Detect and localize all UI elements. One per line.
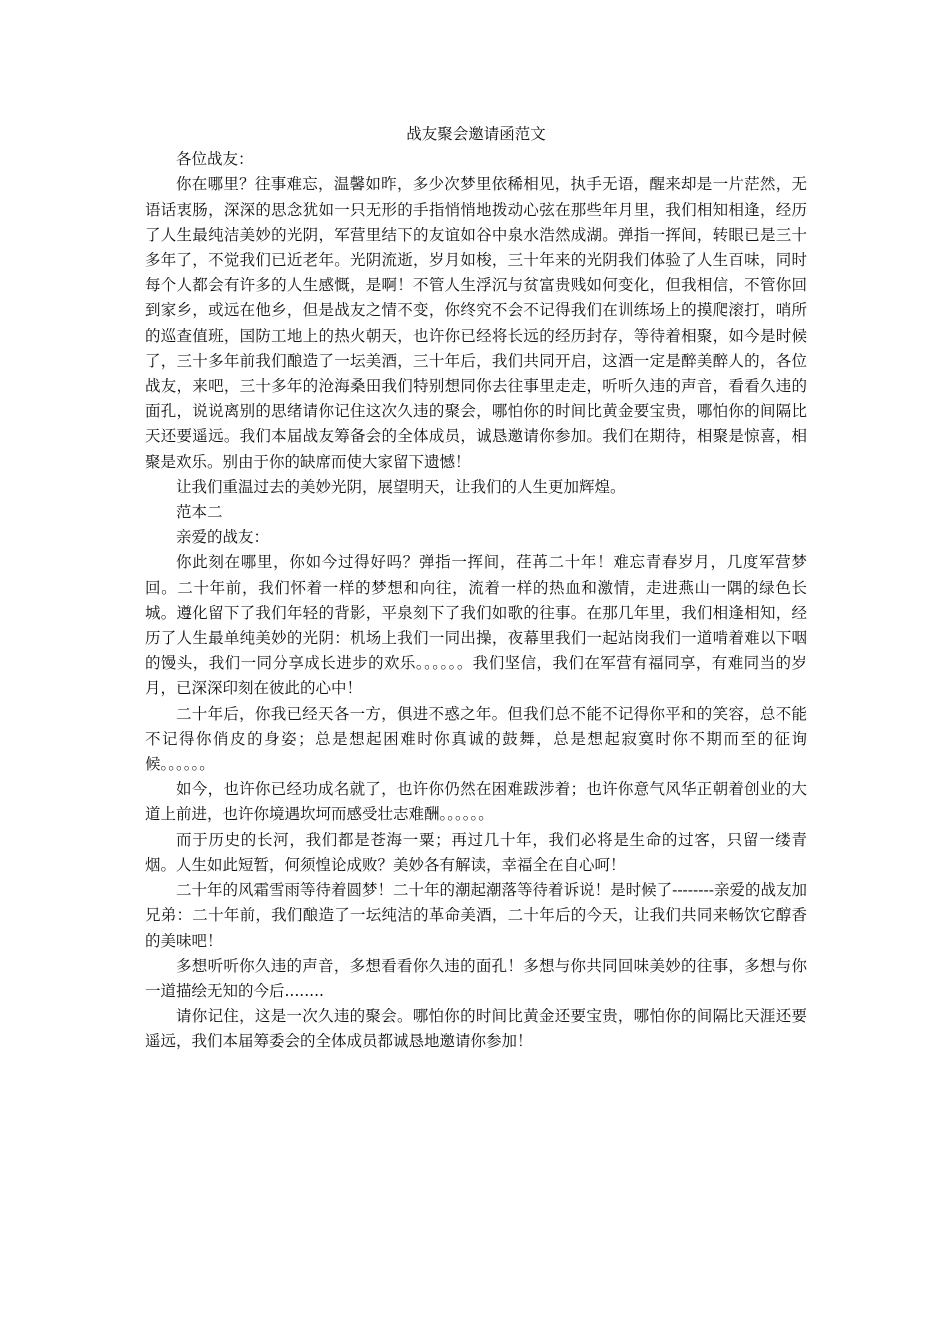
paragraph-2: 让我们重温过去的美妙光阴，展望明天，让我们的人生更加辉煌。 [176, 477, 626, 496]
paragraph-6: 而于历史的长河，我们都是苍海一粟；再过几十年，我们必将是生命的过客，只留一缕青烟。人生如此短暂，何须惶论成败？美妙各有解读，幸福全在自心呵！ [145, 830, 807, 874]
paragraph-7: 二十年的风霜雪雨等待着圆梦！二十年的潮起潮落等待着诉说！是时候了--------亲爱的战友加兄弟：二十年前，我们酿造了一坛纯洁的革命美酒，二十年后的今天，让我们共同来畅饮它醇香的美味吧！ [145, 881, 807, 950]
paragraph-1: 你在哪里？往事难忘，温馨如昨，多少次梦里依稀相见，执手无语，醒来却是一片茫然，无语话衷肠，深深的思念犹如一只无形的手指悄悄地拨动心弦在那些年月里，我们相知相逢，经历了人生最纯洁美妙的光阴，军营里结下的友谊如谷中泉水浩然成湖。弹指一挥间，转眼已是三十多年了，不觉我们已近老年。光阴流逝，岁月如梭，三十年来的光阴我们体验了人生百味，同时每个人都会有许多的人生感慨，是啊！不管人生浮沉与贫富贵贱如何变化，但我相信，不管你回到家乡，或远在他乡，但是战友之情不变，你终究不会不记得我们在训练场上的摸爬滚打，哨所的巡查值班，国防工地上的热火朝天，也许你已经将长远的经历封存，等待着相聚，如今是时候了，三十多年前我们酿造了一坛美酒，三十年后，我们共同开启，这酒一定是醉美醉人的，各位战友，来吧，三十多年的沧海桑田我们特别想同你去往事里走走，听听久违的声音，看看久违的面孔，说说离别的思绪请你记住这次久违的聚会，哪怕你的时间比黄金要宝贵，哪怕你的间隔比天还要遥远。我们本届战友筹备会的全体成员，诚恳邀请你参加。我们在期待，相聚是惊喜，相聚是欢乐。别由于你的缺席而使大家留下遗憾！ [145, 175, 807, 471]
document-page [145, 122, 807, 1055]
paragraph-5: 如今，也许你已经功成名就了，也许你仍然在困难跋涉着；也许你意气风华正朝着创业的大道上前进，也许你境遇坎坷而感受壮志难酬。。。。。。 [145, 780, 807, 824]
section-label-template-two: 范本二 [176, 503, 223, 522]
salutation-second: 亲爱的战友： [176, 528, 270, 547]
salutation-first: 各位战友： [176, 150, 254, 169]
paragraph-4: 二十年后，你我已经天各一方，俱进不惑之年。但我们总不能不记得你平和的笑容，总不能不记得你俏皮的身姿；总是想起困难时你真诚的鼓舞，总是想起寂寞时你不期而至的征询候。。。。。。 [145, 704, 807, 774]
paragraph-3: 你此刻在哪里，你如今过得好吗？弹指一挥间，荏苒二十年！难忘青春岁月，几度军营梦回。二十年前，我们怀着一样的梦想和向往，流着一样的热血和激情，走进燕山一隅的绿色长城。遵化留下了我们年轻的背影，平泉刻下了我们如歌的往事。在那几年里，我们相逢相知，经历了人生最单纯美妙的光阴：机场上我们一同出操，夜幕里我们一起站岗我们一道啃着难以下咽的馒头，我们一同分享成长进步的欢乐。。。。。。我们坚信，我们在军营有福同享，有难同当的岁月，已深深印刻在彼此的心中！ [145, 553, 807, 698]
paragraph-9: 请你记住，这是一次久违的聚会。哪怕你的时间比黄金还要宝贵，哪怕你的间隔比天涯还要遥远，我们本届筹委会的全体成员都诚恳地邀请你参加！ [145, 1007, 807, 1051]
document-title: 战友聚会邀请函范文 [406, 125, 546, 143]
paragraph-8: 多想听听你久违的声音，多想看看你久违的面孔！多想与你共同回味美妙的往事，多想与你一道描绘无知的今后........ [145, 956, 807, 1000]
